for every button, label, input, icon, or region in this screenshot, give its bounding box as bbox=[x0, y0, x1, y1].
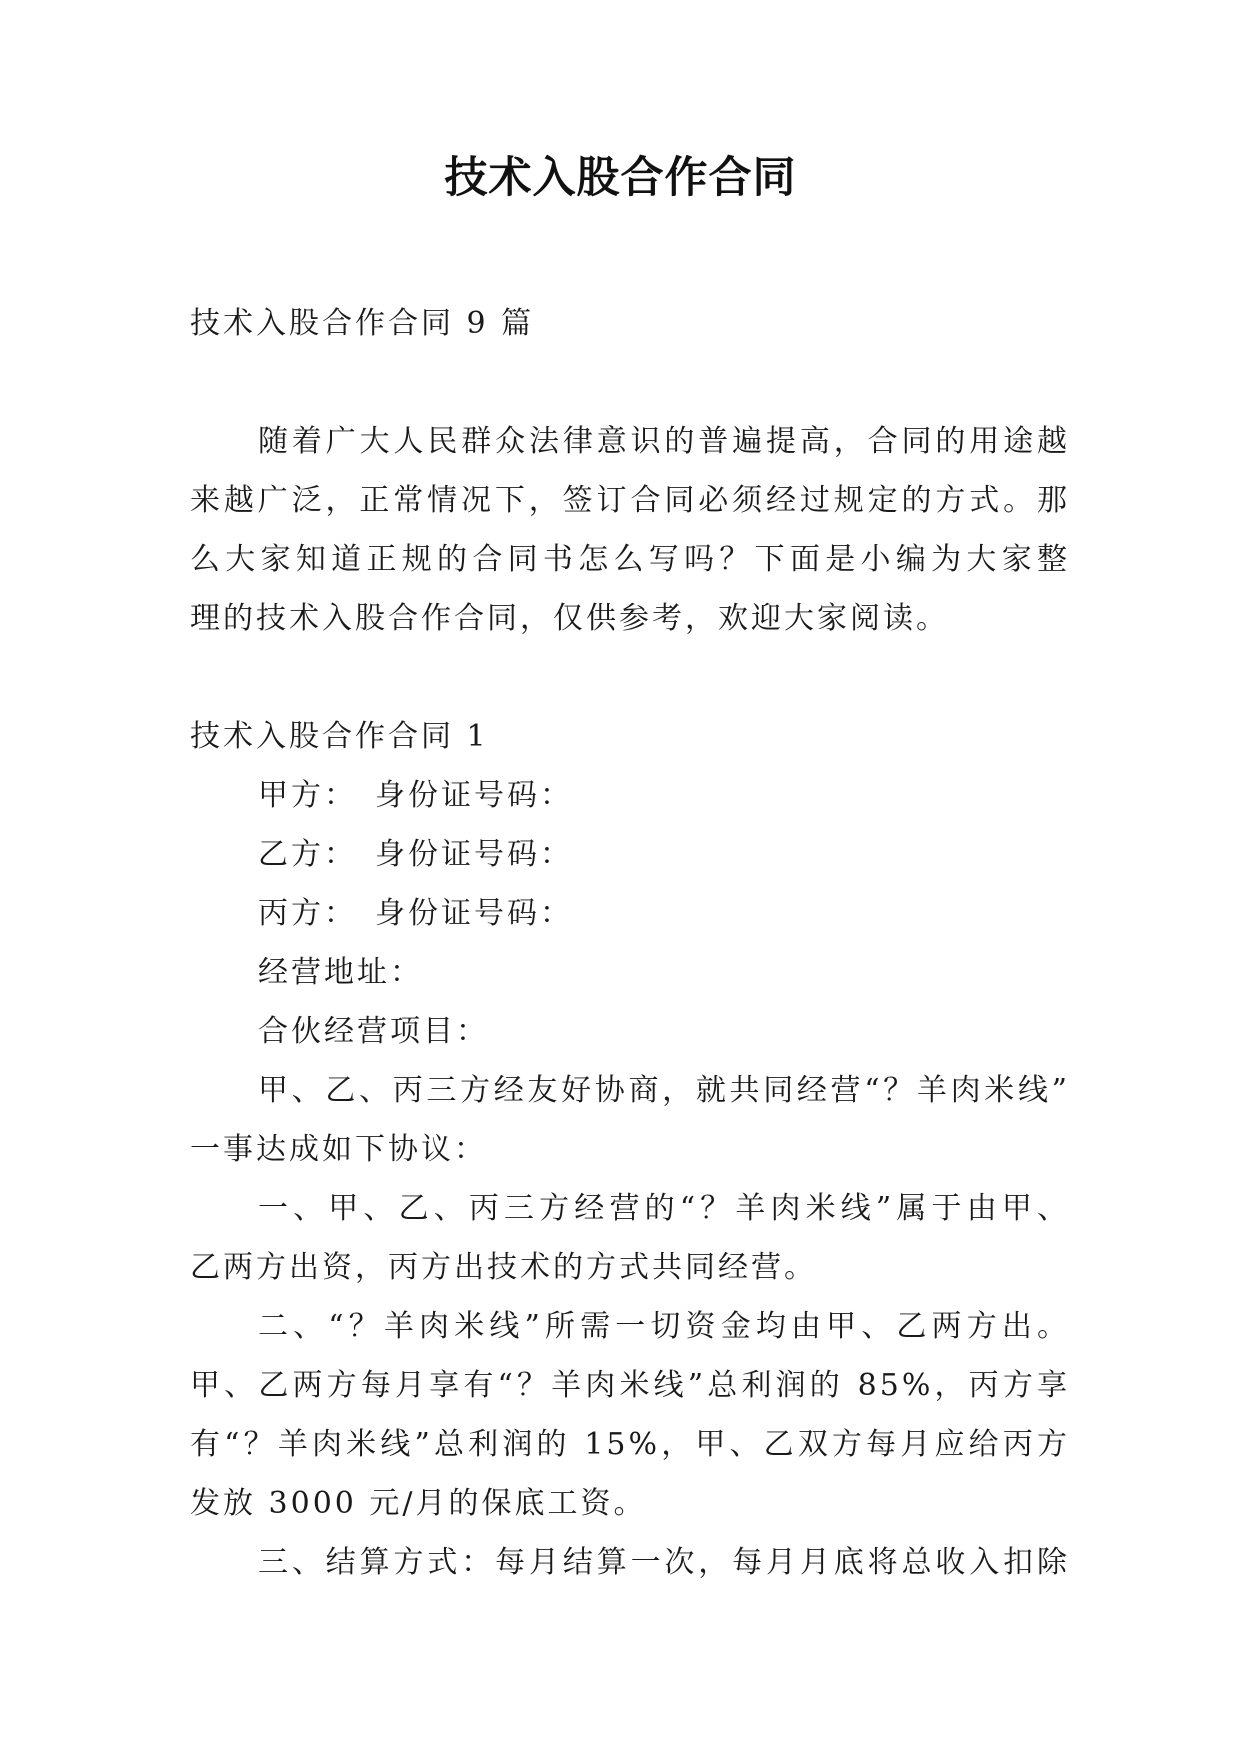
document-title: 技术入股合作合同 bbox=[444, 153, 797, 203]
clause-1-line: 乙两方出资，丙方出技术的方式共同经营。 bbox=[190, 1250, 817, 1285]
clause-2-line: 二、“？羊肉米线”所需一切资金均由甲、乙两方出。 bbox=[258, 1309, 1070, 1344]
intro-line: 来越广泛，正常情况下，签订合同必须经过规定的方式。那 bbox=[190, 483, 1070, 518]
business-address-label: 经营地址： bbox=[258, 955, 423, 990]
intro-line: 随着广大人民群众法律意识的普遍提高，合同的用途越 bbox=[258, 424, 1070, 459]
section-heading: 技术入股合作合同 1 bbox=[190, 719, 489, 754]
clause-1-line: 一、甲、乙、丙三方经营的“？羊肉米线”属于由甲、 bbox=[258, 1191, 1070, 1226]
agreement-line: 一事达成如下协议： bbox=[190, 1132, 487, 1167]
agreement-line: 甲、乙、丙三方经友好协商，就共同经营“？羊肉米线” bbox=[258, 1073, 1070, 1108]
party-b-line: 乙方： 身份证号码： bbox=[258, 837, 573, 872]
intro-line: 么大家知道正规的合同书怎么写吗？下面是小编为大家整 bbox=[190, 542, 1070, 577]
clause-2-line: 甲、乙两方每月享有“？羊肉米线”总利润的 85%，丙方享 bbox=[190, 1368, 1070, 1403]
intro-line: 理的技术入股合作合同，仅供参考，欢迎大家阅读。 bbox=[190, 601, 949, 636]
clause-2-line: 发放 3000 元/月的保底工资。 bbox=[190, 1486, 647, 1521]
party-a-line: 甲方： 身份证号码： bbox=[258, 778, 573, 813]
party-c-line: 丙方： 身份证号码： bbox=[258, 896, 573, 931]
business-project-label: 合伙经营项目： bbox=[258, 1014, 489, 1049]
blank-line bbox=[190, 648, 1070, 707]
blank-line bbox=[190, 353, 1070, 412]
document-subtitle: 技术入股合作合同 9 篇 bbox=[190, 306, 535, 341]
clause-2-line: 有“？羊肉米线”总利润的 15%，甲、乙双方每月应给丙方 bbox=[190, 1427, 1070, 1462]
document-body bbox=[190, 294, 1070, 1592]
clause-3-line: 三、结算方式：每月结算一次，每月月底将总收入扣除 bbox=[258, 1545, 1070, 1580]
